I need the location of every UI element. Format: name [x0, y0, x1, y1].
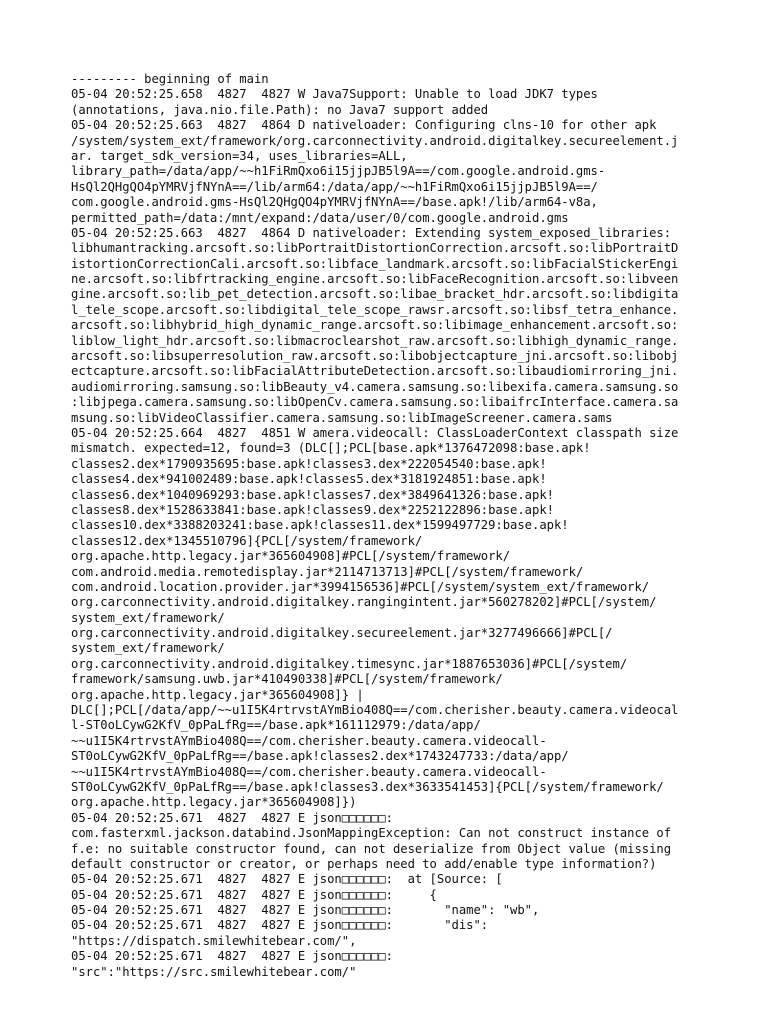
log-line: "https://dispatch.smilewhitebear.com/",: [71, 933, 357, 948]
log-line: org.carconnectivity.android.digitalkey.rangingintent.jar*560278202]#PCL[/system/: [71, 595, 657, 610]
log-line: com.android.location.provider.jar*3994156536]#PCL[/system/system_ext/framework/: [71, 579, 650, 594]
log-line: com.google.android.gms-HsQl2QHgQO4pYMRVjfNYnA==/base.apk!/lib/arm64-v8a,: [71, 195, 598, 210]
log-line: ST0oLCywG2KfV_0pPaLfRg==/base.apk!classes3.dex*3633541453]{PCL[/system/framework/: [71, 779, 664, 794]
log-line: org.apache.http.legacy.jar*365604908]} |: [71, 687, 364, 702]
log-line: 05-04 20:52:25.671 4827 4827 E json□□□□□□:: [71, 810, 393, 825]
log-line: audiomirroring.samsung.so:libBeauty_v4.camera.samsung.so:libexifa.camera.samsung.so: [71, 379, 679, 394]
log-line: mismatch. expected=12, found=3 (DLC[];PCL[base.apk*1376472098:base.apk!: [71, 441, 591, 456]
log-line: 05-04 20:52:25.664 4827 4851 W amera.videocall: ClassLoaderContext classpath size: [71, 425, 679, 440]
log-line: gine.arcsoft.so:lib_pet_detection.arcsoft.so:libae_bracket_hdr.arcsoft.so:libdigita: [71, 287, 679, 302]
log-line: HsQl2QHgQO4pYMRVjfNYnA==/lib/arm64:/data/app/~~h1FiRmQxo6i15jjpJB5l9A==/: [71, 179, 598, 194]
log-line: classes2.dex*1790935695:base.apk!classes3.dex*222054540:base.apk!: [71, 456, 547, 471]
log-line: DLC[];PCL[/data/app/~~u1I5K4rtrvstAYmBio408Q==/com.cherisher.beauty.camera.videocal: [71, 703, 679, 718]
log-line: org.apache.http.legacy.jar*365604908]}): [71, 795, 357, 810]
log-line: classes12.dex*1345510796]{PCL[/system/framework/: [71, 533, 423, 548]
log-line: --------- beginning of main: [71, 72, 269, 86]
log-line: classes8.dex*1528633841:base.apk!classes9.dex*2252122896:base.apk!: [71, 502, 554, 517]
log-line: :libjpega.camera.samsung.so:libOpenCv.camera.samsung.so:libaifrcInterface.camera.sa: [71, 395, 679, 410]
log-line: 05-04 20:52:25.658 4827 4827 W Java7Support: Unable to load JDK7 types: [71, 87, 598, 102]
log-line: classes10.dex*3388203241:base.apk!classes11.dex*1599497729:base.apk!: [71, 518, 569, 533]
log-line: ectcapture.arcsoft.so:libFacialAttributeDetection.arcsoft.so:libaudiomirroring_jni.: [71, 364, 679, 379]
log-line: 05-04 20:52:25.671 4827 4827 E json□□□□□□: at [Source: [: [71, 872, 503, 887]
log-line: 05-04 20:52:25.671 4827 4827 E json□□□□□□:: [71, 949, 393, 964]
log-line: 05-04 20:52:25.671 4827 4827 E json□□□□□□: {: [71, 887, 437, 902]
log-line: "src":"https://src.smilewhitebear.com/": [71, 964, 357, 979]
log-line: default constructor or creator, or perhaps need to add/enable type information?): [71, 856, 657, 871]
log-line: com.android.media.remotedisplay.jar*2114713713]#PCL[/system/framework/: [71, 564, 584, 579]
log-line: ~~u1I5K4rtrvstAYmBio408Q==/com.cherisher.beauty.camera.videocall-: [71, 764, 547, 779]
log-line: 05-04 20:52:25.663 4827 4864 D nativeloader: Extending system_exposed_libraries:: [71, 225, 672, 240]
log-line: l-ST0oLCywG2KfV_0pPaLfRg==/base.apk*161112979:/data/app/: [71, 718, 481, 733]
log-line: classes4.dex*941002489:base.apk!classes5.dex*3181924851:base.apk!: [71, 472, 547, 487]
log-line: system_ext/framework/: [71, 641, 225, 656]
log-line: classes6.dex*1040969293:base.apk!classes7.dex*3849641326:base.apk!: [71, 487, 554, 502]
log-line: 05-04 20:52:25.671 4827 4827 E json□□□□□□: "dis":: [71, 918, 489, 933]
log-line: framework/samsung.uwb.jar*410490338]#PCL[/system/framework/: [71, 672, 503, 687]
log-line: l_tele_scope.arcsoft.so:libdigital_tele_scope_rawsr.arcsoft.so:libsf_tetra_enhance.: [71, 302, 679, 317]
log-line: ar. target_sdk_version=34, uses_libraries=ALL,: [71, 148, 408, 163]
log-line: permitted_path=/data:/mnt/expand:/data/user/0/com.google.android.gms: [71, 210, 569, 225]
log-line: f.e: no suitable constructor found, can not deserialize from Object value (missing: [71, 841, 672, 856]
log-line: system_ext/framework/: [71, 610, 225, 625]
log-line: (annotations, java.nio.file.Path): no Java7 support added: [71, 102, 489, 117]
log-line: msung.so:libVideoClassifier.camera.samsung.so:libImageScreener.camera.sams: [71, 410, 613, 425]
log-line: 05-04 20:52:25.663 4827 4864 D nativeloader: Configuring clns-10 for other apk: [71, 118, 657, 133]
log-line: arcsoft.so:libsuperresolution_raw.arcsoft.so:libobjectcapture_jni.arcsoft.so:libobj: [71, 349, 679, 364]
log-line: arcsoft.so:libhybrid_high_dynamic_range.arcsoft.so:libimage_enhancement.arcsoft.so:: [71, 318, 679, 333]
log-line: com.fasterxml.jackson.databind.JsonMappingException: Can not construct instance of: [71, 826, 672, 841]
log-line: ne.arcsoft.so:libfrtracking_engine.arcsoft.so:libFaceRecognition.arcsoft.so:libveen: [71, 272, 679, 287]
log-line: /system/system_ext/framework/org.carconnectivity.android.digitalkey.secureelement.j: [71, 133, 679, 148]
log-text: [71, 72, 711, 980]
log-line: istortionCorrectionCali.arcsoft.so:libface_landmark.arcsoft.so:libFacialStickerEngi: [71, 256, 679, 271]
log-line: liblow_light_hdr.arcsoft.so:libmacroclearshot_raw.arcsoft.so:libhigh_dynamic_range.: [71, 333, 679, 348]
log-line: libhumantracking.arcsoft.so:libPortraitDistortionCorrection.arcsoft.so:libPortraitD: [71, 241, 679, 256]
log-line: ST0oLCywG2KfV_0pPaLfRg==/base.apk!classes2.dex*1743247733:/data/app/: [71, 749, 569, 764]
log-line: ~~u1I5K4rtrvstAYmBio408Q==/com.cherisher.beauty.camera.videocall-: [71, 733, 547, 748]
log-line: org.carconnectivity.android.digitalkey.timesync.jar*1887653036]#PCL[/system/: [71, 656, 628, 671]
log-line: org.carconnectivity.android.digitalkey.secureelement.jar*3277496666]#PCL[/: [71, 626, 613, 641]
log-line: org.apache.http.legacy.jar*365604908]#PCL[/system/framework/: [71, 549, 511, 564]
log-line: library_path=/data/app/~~h1FiRmQxo6i15jjpJB5l9A==/com.google.android.gms-: [71, 164, 606, 179]
log-line: 05-04 20:52:25.671 4827 4827 E json□□□□□□: "name": "wb",: [71, 903, 540, 918]
